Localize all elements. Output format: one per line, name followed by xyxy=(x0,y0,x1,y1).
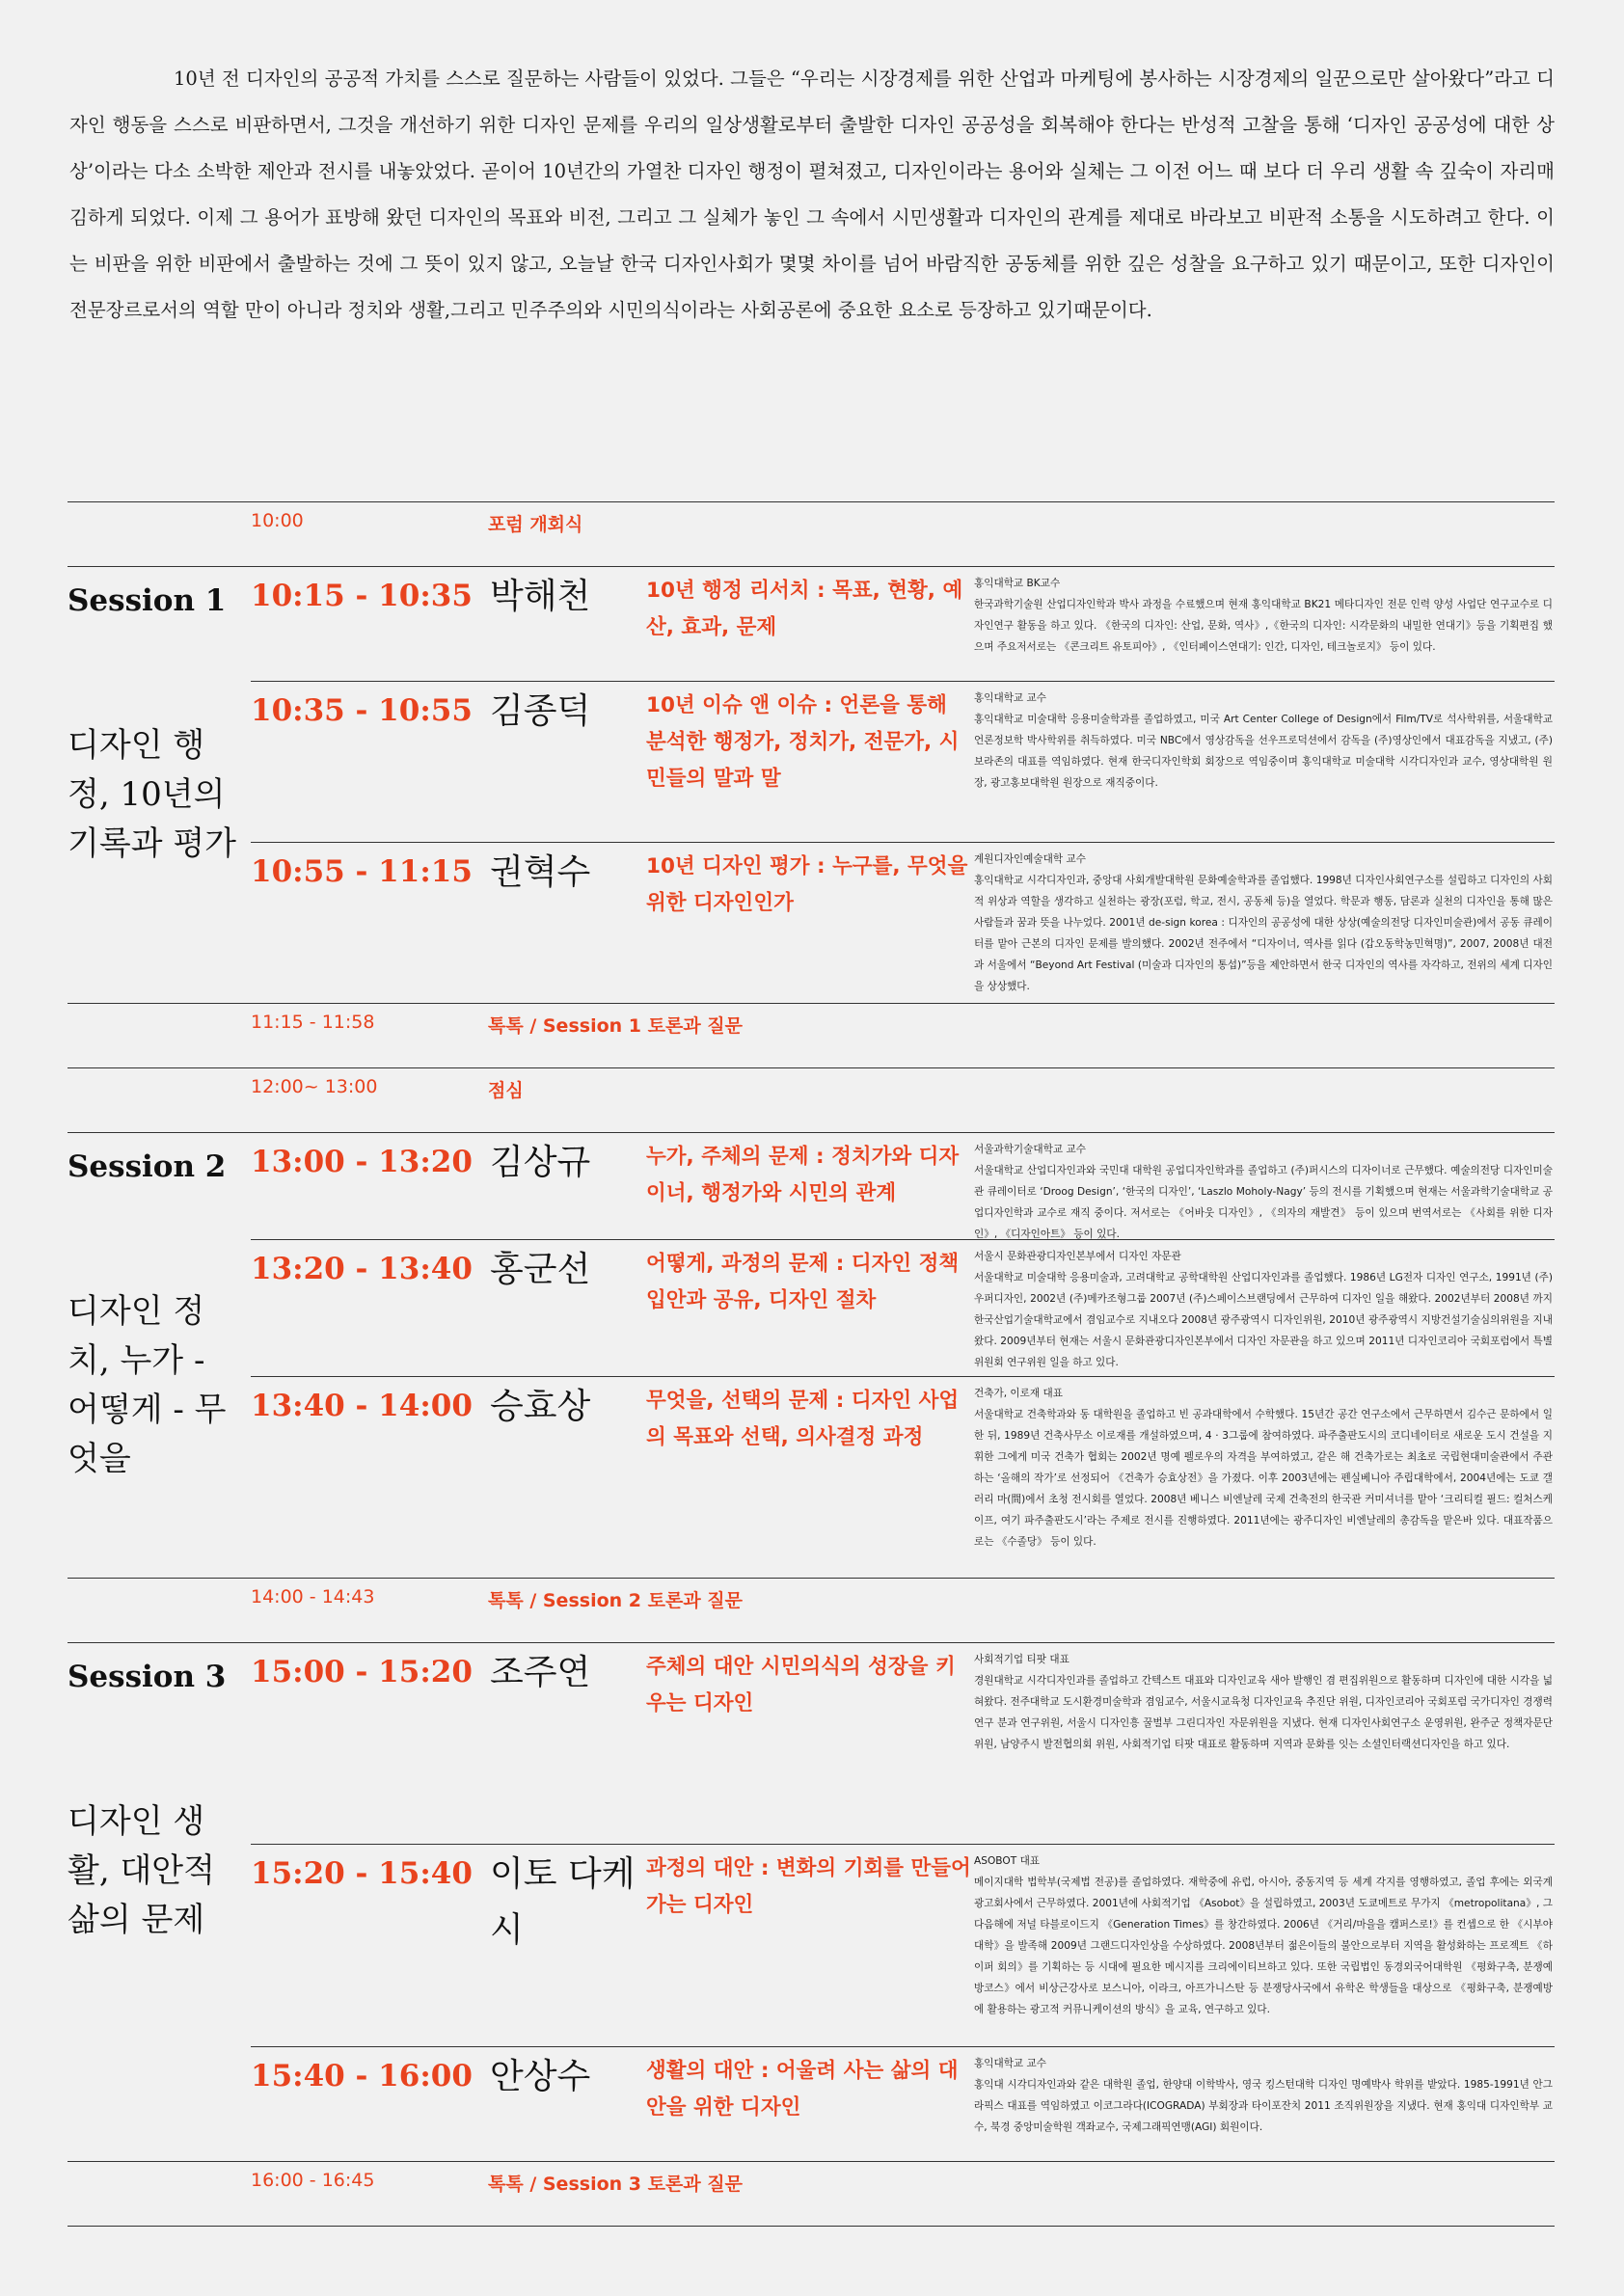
session-theme: 디자인 정치, 누가 - 어떻게 - 무엇을 xyxy=(68,1292,227,1478)
band-time: 11:15 - 11:58 xyxy=(251,1012,375,1033)
talk-topic: 생활의 대안 : 어울려 사는 삶의 대안을 위한 디자인 xyxy=(646,2059,959,2120)
session-2 xyxy=(68,1132,1555,1578)
talk-time: 10:15 - 10:35 xyxy=(251,579,473,613)
speaker-name: 안상수 xyxy=(490,2057,591,2096)
intro-paragraph: 10년 전 디자인의 공공적 가치를 스스로 질문하는 사람들이 있었다. 그들은 “우리는 시장경제를 위한 산업과 마케팅에 봉사하는 시장경제의 일꾼으로만 살아왔다”라고 디자인 행동을 스스로 비판하면서, 그것을 개선하기 위한 디자인 문제를 우리의 일상생활로부터 출발한 디자인 공공성을 회복해야 한다는 반성적 고찰을 통해 ‘디자인 공공성에 대한 상상’이라는 다소 소박한 제안과 전시를 내놓았었다. 곧이어 10년간의 가열찬 디자인 행정이 펼쳐졌고, 디자인이라는 용어와 실체는 그 이전 어느 때 보다 더 우리 생활 속 깊숙이 자리매김하게 되었다. 이제 그 용어가 표방해 왔던 디자인의 목표와 비전, 그리고 그 실체가 놓인 그 속에서 시민생활과 디자인의 관계를 제대로 바라보고 비판적 소통을 시도하려고 한다. 이는 비판을 위한 비판에서 출발하는 것에 그 뜻이 있지 않고, 오늘날 한국 디자인사회가 몇몇 차이를 넘어 바람직한 공동체를 위한 깊은 성찰을 요구하고 있기 때문이고, 또한 디자인이 전문장르로서의 역할 만이 아니라 정치와 생활,그리고 민주주의와 시민의식이라는 사회공론에 중요한 요소로 등장하고 있기때문이다. xyxy=(69,68,1556,321)
talk-time: 13:00 - 13:20 xyxy=(251,1145,473,1179)
bio-affiliation: 홍익대학교 교수 xyxy=(974,692,1047,704)
band-label: 점심 xyxy=(488,1080,524,1101)
session-name: Session 3 xyxy=(68,1660,227,1694)
bio-affiliation: 서울과학기술대학교 교수 xyxy=(974,1144,1086,1155)
session-name: Session 1 xyxy=(68,583,227,618)
speaker-name: 김종덕 xyxy=(490,691,591,731)
bio-text: 서울대학교 건축학과와 동 대학원을 졸업하고 빈 공과대학에서 수학했다. 15년간 공간 연구소에서 근무하면서 김수근 문하에서 일한 뒤, 1989년 건축사무소 이로재를 개설하였으며, 4 · 3그룹에 참여하였다. 파주출판도시의 코디네이터로 새로운 도시 건설을 지휘한 그에게 미국 건축가 협회는 2002년 명예 펠로우의 자격을 부여하였고, 같은 해 건축가로는 최초로 국립현대미술관에서 주관하는 ‘올해의 작가’로 선정되어 《건축가 승효상전》을 가졌다. 이후 2003년에는 펜실베니아 주립대학에서, 2004년에는 도쿄 갤러리 마(間)에서 초청 전시회를 열었다. 2008년 베니스 비엔날레 국제 건축전의 한국관 커미셔너를 맡아 ‘크리티컬 필드: 컬처스케이프, 여기 파주출판도시’라는 주제로 전시를 진행하였다. 2011년에는 광주디자인 비엔날레의 총감독을 맡은바 있다. 대표작품으로는 《수졸당》 등이 있다. xyxy=(974,1409,1553,1548)
bio-text: 메이지대학 법학부(국제법 전공)를 졸업하였다. 재학중에 유럽, 아시아, 중동지역 등 세계 각지를 영행하였고, 졸업 후에는 외국계 광고회사에서 근무하였다. 2001년에 사회적기업 《Asobot》을 설립하였고, 2003년 도쿄메트로 무가지 《metropolitana》, 그 다음해에 저널 타블로이드지 《Generation Times》를 창간하였다. 2006년 《거리/마을을 캠퍼스로!》를 컨셉으로 한 《시부야대학》을 발족해 2009년 그랜드디자인상을 수상하였다. 2008년부터 젊은이들의 불안으로부터 지역을 활성화하는 프로젝트 《하이퍼 회의》를 기획하는 등 시대에 필요한 메시지를 크리에이티브하고 있다. 또한 국립법인 동경외국어대학원 《평화구축, 분쟁예방코스》에서 비상근강사로 보스니아, 이라크, 아프가니스탄 등 분쟁당사국에서 유학온 학생들을 대상으로 《평화구축, 분쟁예방에 활용하는 광고적 커뮤니케이션의 방식》을 교육, 연구하고 있다. xyxy=(974,1877,1553,2015)
speaker-name: 권혁수 xyxy=(490,852,591,892)
talk-time: 15:00 - 15:20 xyxy=(251,1655,473,1689)
session-label xyxy=(68,1133,251,1578)
talk-topic: 10년 행정 리서치 : 목표, 현황, 예산, 효과, 문제 xyxy=(646,579,963,639)
bio-affiliation: 건축가, 이로재 대표 xyxy=(974,1388,1063,1399)
schedule-table xyxy=(68,501,1555,2227)
bio-affiliation: 홍익대학교 BK교수 xyxy=(974,578,1061,589)
bio-text: 홍익대 시각디자인과와 같은 대학원 졸업, 한양대 이학박사, 영국 킹스턴대학 디자인 명예박사 학위를 받았다. 1985-1991년 안그라픽스 대표를 역임하였고 이코그라다(ICOGRADA) 부회장과 타이포잔치 2011 조직위원장을 지냈다. 현재 홍익대 디자인학부 교수, 북경 중앙미술학원 객좌교수, 국제그래픽연맹(AGI) 회원이다. xyxy=(974,2079,1553,2133)
schedule-band-lunch xyxy=(68,1067,1555,1132)
speaker-name: 홍군선 xyxy=(490,1250,591,1289)
talk-time: 13:40 - 14:00 xyxy=(251,1389,473,1423)
speaker-name: 김상규 xyxy=(490,1143,591,1182)
bio-text: 경원대학교 시각디자인과를 졸업하고 간텍스트 대표와 디자인교육 새아 발행인 겸 편집위원으로 활동하며 디자인에 대한 시각을 넓혀왔다. 전주대학교 도시환경미술학과 겸임교수, 서울시교육청 디자인교육 추진단 위원, 디자인코리아 국회포럼 국가디자인 경쟁력 연구 분과 연구위원, 서울시 디자인흥 꿀벌부 그린디자인 자문위원을 지냈다. 현재 디자인사회연구소 운영위원, 완주군 정책자문단 위원, 남양주시 발전협의회 위원, 사회적기업 티팟 대표로 활동하며 지역과 문화를 잇는 소셜인터랙션디자인을 하고 있다. xyxy=(974,1675,1553,1750)
talk-row xyxy=(251,1844,1555,2046)
bio-affiliation: ASOBOT 대표 xyxy=(974,1855,1041,1867)
talk-row xyxy=(251,681,1555,842)
talk-row xyxy=(251,1376,1555,1578)
session-theme: 디자인 생활, 대안적 삶의 문제 xyxy=(68,1802,215,1939)
session-theme: 디자인 행정, 10년의 기록과 평가 xyxy=(68,726,237,863)
schedule-band-session3-discussion xyxy=(68,2161,1555,2227)
talk-topic: 과정의 대안 : 변화의 기회를 만들어가는 디자인 xyxy=(646,1856,971,1917)
bio-text: 홍익대학교 시각디자인과, 중앙대 사회개발대학원 문화예술학과를 졸업했다. 1998년 디자인사회연구소를 설립하고 디자인의 사회적 위상과 역할을 생각하고 실천하는 광장(포럼, 학교, 전시, 공동체 등)을 열었다. 학문과 행동, 담론과 실천의 디자인을 통해 많은 사람들과 꿈과 뜻을 나누었다. 2001년 de-sign korea : 디자인의 공공성에 대한 상상(예술의전당 디자인미술관)에서 공동 큐레이터를 맡아 근본의 디자인 문제를 발의했다. 2002년 전주에서 “디자이너, 역사를 읽다 (갑오동학농민혁명)”, 2007, 2008년 대전과 서울에서 “Beyond Art Festival (미술과 디자인의 통섭)”등을 제안하면서 한국 디자인의 역사를 자각하고, 전위의 세계 디자인을 상상했다. xyxy=(974,875,1553,992)
speaker-bio xyxy=(974,843,1553,1003)
bio-text: 한국과학기술원 산업디자인학과 박사 과정을 수료했으며 현재 홍익대학교 BK21 메타디자인 전문 인력 양성 사업단 연구교수로 디자인연구 활동을 하고 있다. 《한국의 디자인: 산업, 문화, 역사》,《한국의 디자인: 시각문화의 내밀한 연대기》등을 기획편집 했으며 주요저서로는 《콘크리트 유토피아》, 《인터페이스연대기: 인간, 디자인, 테크놀로지》 등이 있다. xyxy=(974,599,1553,653)
speaker-bio xyxy=(974,567,1553,681)
speaker-bio xyxy=(974,682,1553,842)
band-time: 12:00~ 13:00 xyxy=(251,1076,378,1097)
speaker-name: 승효상 xyxy=(490,1387,591,1426)
schedule-band-session1-discussion xyxy=(68,1003,1555,1067)
talk-row xyxy=(251,842,1555,1003)
band-time: 10:00 xyxy=(251,510,304,531)
session-label xyxy=(68,567,251,1003)
speaker-bio xyxy=(974,1643,1553,1844)
session-label xyxy=(68,1643,251,2161)
talk-row xyxy=(251,1239,1555,1376)
band-label: 톡톡 / Session 3 토론과 질문 xyxy=(488,2174,743,2195)
bio-affiliation: 홍익대학교 교수 xyxy=(974,2058,1047,2069)
session-3 xyxy=(68,1642,1555,2161)
talk-topic: 10년 디자인 평가 : 누구를, 무엇을 위한 디자인인가 xyxy=(646,854,968,915)
talk-time: 15:40 - 16:00 xyxy=(251,2059,473,2093)
speaker-bio xyxy=(974,2047,1553,2161)
speaker-name: 이토 다케시 xyxy=(490,1854,636,1950)
speaker-bio xyxy=(974,1377,1553,1578)
band-time: 16:00 - 16:45 xyxy=(251,2170,375,2191)
band-label: 톡톡 / Session 2 토론과 질문 xyxy=(488,1590,743,1611)
bio-text: 서울대학교 산업디자인과와 국민대 대학원 공업디자인학과를 졸업하고 (주)퍼시스의 디자이너로 근무했다. 예술의전당 디자인미술관 큐레이터로 ‘Droog Design’, ‘한국의 디자인’, ‘Laszlo Moholy-Nagy’ 등의 전시를 기획했으며 현재는 서울과학기술대학교 공업디자인학과 교수로 재직 중이다. 저서로는 《어바웃 디자인》, 《의자의 재발견》 등이 있으며 번역서로는 《사회를 위한 디자인》, 《디자인아트》 등이 있다. xyxy=(974,1165,1553,1240)
bio-affiliation: 계원디자인예술대학 교수 xyxy=(974,853,1086,865)
talk-time: 15:20 - 15:40 xyxy=(251,1856,473,1891)
talk-topic: 어떻게, 과정의 문제 : 디자인 정책입안과 공유, 디자인 절차 xyxy=(646,1252,960,1312)
talk-topic: 주체의 대안 시민의식의 성장을 키우는 디자인 xyxy=(646,1655,956,1715)
talk-time: 10:55 - 11:15 xyxy=(251,854,473,889)
bio-affiliation: 서울시 문화관광디자인본부에서 디자인 자문관 xyxy=(974,1251,1181,1262)
schedule-band-session2-discussion xyxy=(68,1578,1555,1642)
band-time: 14:00 - 14:43 xyxy=(251,1586,375,1607)
talk-topic: 무엇을, 선택의 문제 : 디자인 사업의 목표와 선택, 의사결정 과정 xyxy=(646,1389,960,1449)
talk-time: 10:35 - 10:55 xyxy=(251,693,473,728)
talk-topic: 누가, 주체의 문제 : 정치가와 디자이너, 행정가와 시민의 관계 xyxy=(646,1145,960,1205)
session-1 xyxy=(68,566,1555,1003)
bio-text: 서울대학교 미술대학 응용미술과, 고려대학교 공학대학원 산업디자인과를 졸업했다. 1986년 LG전자 디자인 연구소, 1991년 (주)우퍼디자인, 2002년 (주)메카조형그룹 2007년 (주)스페이스브랜딩에서 근무하여 디자인 일을 해왔다. 2002년부터 2008년 까지 한국산업기술대학교에서 겸임교수로 지내오다 2008년 광주광역시 디자인위원, 2010년 광주광역시 지방건설기술심의위원을 지내왔다. 2009년부터 현재는 서울시 문화관광디자인본부에서 디자인 자문관을 하고 있으며 2011년 디자인코리아 국회포럼에서 특별위원회 연구위원 일을 하고 있다. xyxy=(974,1272,1553,1368)
schedule-band-opening xyxy=(68,501,1555,566)
speaker-name: 조주연 xyxy=(490,1653,591,1692)
speaker-name: 박해천 xyxy=(490,577,591,616)
band-label: 포럼 개회식 xyxy=(488,514,583,535)
speaker-bio xyxy=(974,1133,1553,1239)
talk-row xyxy=(251,567,1555,681)
talk-time: 13:20 - 13:40 xyxy=(251,1252,473,1286)
bio-text: 홍익대학교 미술대학 응용미술학과를 졸업하였고, 미국 Art Center College of Design에서 Film/TV로 석사학위를, 서울대학교 언론정보학 박사학위를 취득하였다. 미국 NBC에서 영상감독을 선우프로덕션에서 감독을 (주)영상인에서 대표감독을 지냈고, (주)보라존의 대표를 역임하였다. 현재 한국디자인학회 회장으로 역임중이며 홍익대학교 미술대학 시각디자인과 교수, 영상대학원 원장, 광고홍보대학원 원장으로 재직중이다. xyxy=(974,714,1553,789)
session-name: Session 2 xyxy=(68,1149,227,1184)
talk-row xyxy=(251,1133,1555,1239)
talk-row xyxy=(251,2046,1555,2161)
talk-row xyxy=(251,1643,1555,1844)
bio-affiliation: 사회적기업 티팟 대표 xyxy=(974,1654,1069,1665)
talk-topic: 10년 이슈 앤 이슈 : 언론을 통해 분석한 행정가, 정치가, 전문가, 시민들의 말과 말 xyxy=(646,693,960,791)
band-label: 톡톡 / Session 1 토론과 질문 xyxy=(488,1015,743,1037)
speaker-bio xyxy=(974,1845,1553,2046)
speaker-bio xyxy=(974,1240,1553,1376)
